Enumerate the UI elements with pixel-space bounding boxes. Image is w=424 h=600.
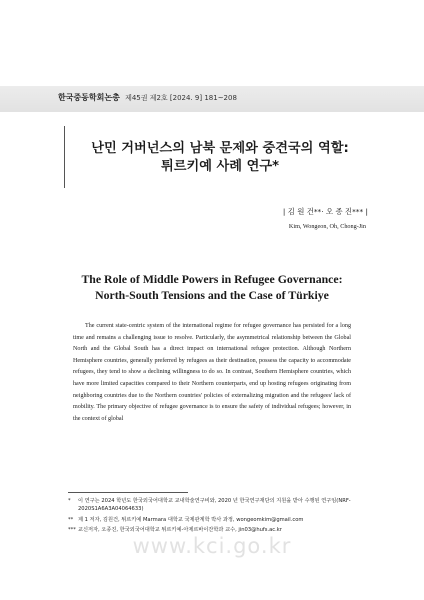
footnote-text: 제 1 저자, 김원건, 튀르키예 Marmara 대학교 국제관계학 박사 과정, wongeomkim@gmail.com — [78, 516, 304, 523]
footnotes — [68, 497, 360, 537]
journal-name: 한국중동학회논총 — [58, 93, 120, 102]
footnote-mark: * — [68, 498, 71, 504]
korean-title-line1: 난민 거버넌스의 남북 문제와 중견국의 역할: — [91, 141, 349, 156]
footnote-mark: *** — [68, 527, 76, 534]
footnote-divider — [68, 492, 188, 493]
footnote-text: 교신저자, 오종진, 한국외국어대학교 튀르키예-아제르바이잔학과 교수, jin03@hufs.ac.kr — [78, 527, 282, 534]
footnote-mark: ** — [68, 516, 74, 523]
english-title-line1: The Role of Middle Powers in Refugee Governance: — [81, 272, 343, 286]
authors-korean: | 김 원 건**· 오 종 진*** | — [282, 207, 368, 216]
watermark: www.kci.go.kr — [132, 534, 292, 558]
english-title — [0, 271, 424, 303]
authors-english: Kim, Wongeon, Oh, Chong-Jin — [288, 223, 366, 230]
footnote — [68, 497, 360, 514]
footnote-text: 이 연구는 2024 학년도 한국외국어대학교 교내학술연구비와, 2020 년 한국연구재단의 지원을 받아 수행된 연구임(NRF-2020S1A6A3A04064633) — [78, 498, 351, 513]
journal-header — [58, 92, 237, 103]
abstract-text: The current state-centric system of the international regime for refugee governance has persisted for a long time and remains a challenging issue to resolve. Particularly, the asymmetrical relationship between the Global North and the Global South has a direct impact on international refugee protection. Although Northern Hemisphere countries, generally preferred by refugees as their destination, possess the capacity to accommodate refugees, they tend to show a declining willingness to do so. In contrast, Southern Hemisphere countries, which have more limited capacities compared to their Northern counterparts, end up hosting refugees originating from neighboring countries due to the Northern countries' policies of externalizing migration and the refugees' lack of mobility. The primary objective of refugee governance is to ensure the safety of individual refugees; however, in the context of global — [73, 323, 351, 422]
footnote — [68, 516, 360, 524]
english-title-line2: North-South Tensions and the Case of Türkiye — [95, 288, 329, 302]
korean-title-line2: 튀르키예 사례 연구* — [161, 159, 279, 174]
korean-title — [70, 140, 370, 176]
journal-meta: 제45권 제2호 [2024. 9] 181~208 — [125, 94, 237, 102]
